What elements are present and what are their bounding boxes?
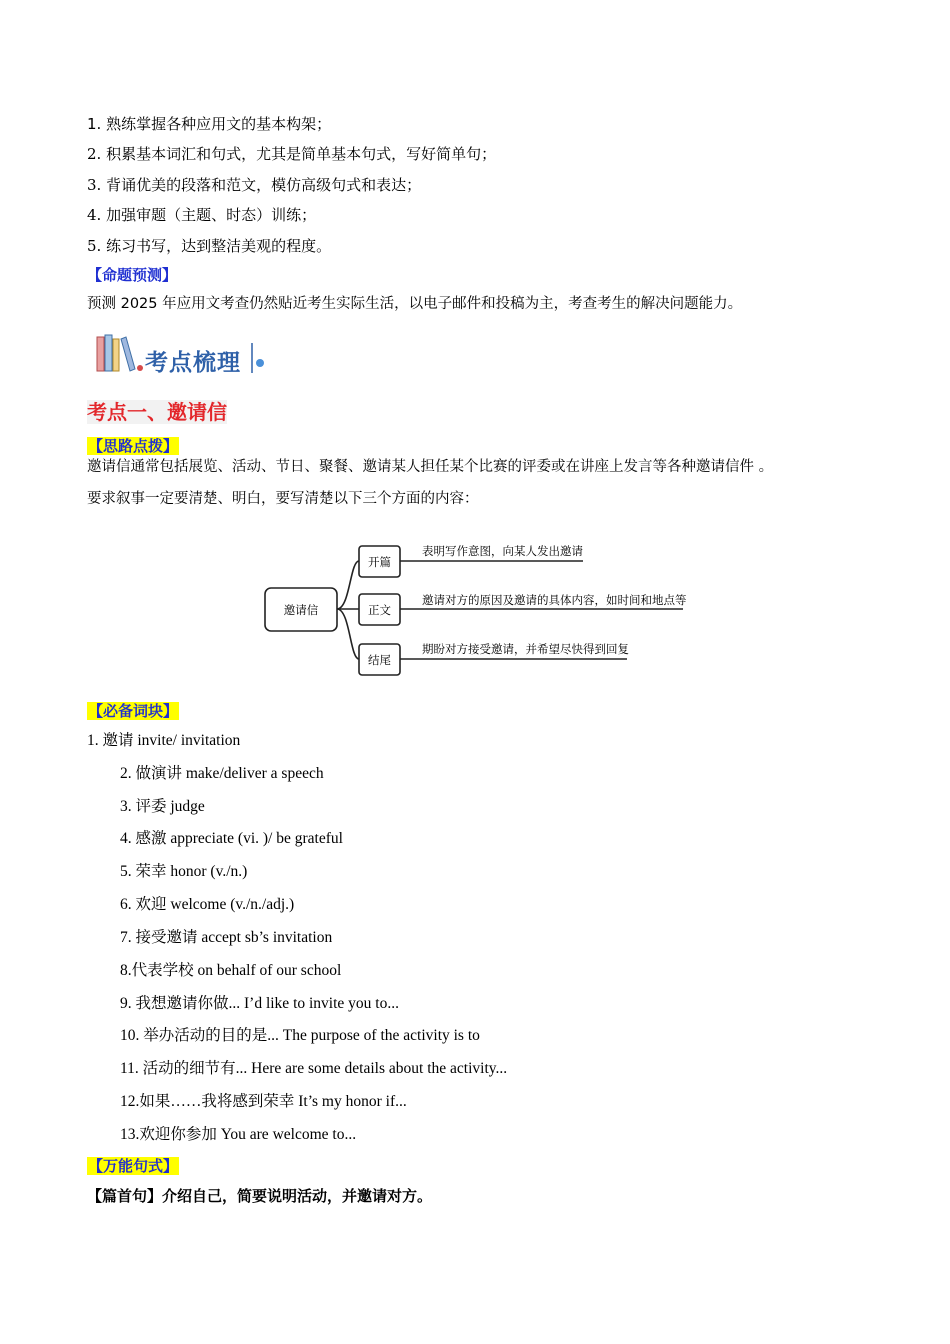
mindmap-node-2: 正文 [368,603,391,617]
vocab-item: 4. 感激 appreciate (vi. )/ be grateful [120,830,343,847]
vocab-label: 【必备词块】 [88,702,179,720]
tip-1: 1. 熟练掌握各种应用文的基本构架； [87,115,332,133]
vocab-item: 2. 做演讲 make/deliver a speech [120,765,324,782]
vocab-item: 11. 活动的细节有... Here are some details about the activity... [120,1060,508,1077]
tip-5: 5. 练习书写，达到整洁美观的程度。 [87,237,332,255]
thinking-label: 【思路点拨】 [88,437,179,455]
vocab-item: 3. 评委 judge [120,798,205,815]
vocab-label-row [87,701,179,721]
vocab-item: 7. 接受邀请 accept sb’s invitation [120,929,333,946]
mindmap-desc-2: 邀请对方的原因及邀请的具体内容，如时间和地点等 [422,593,687,607]
vocab-item: 10. 举办活动的目的是... The purpose of the activity is to [120,1027,480,1044]
vocab-item: 6. 欢迎 welcome (v./n./adj.) [120,896,295,913]
mindmap-root: 邀请信 [283,603,319,617]
vocab-item: 5. 荣幸 honor (v./n.) [120,863,248,880]
opening-sentence: 【篇首句】介绍自己，简要说明活动，并邀请对方。 [87,1187,433,1205]
sentence-label: 【万能句式】 [88,1157,179,1175]
vocab-item: 8.代表学校 on behalf of our school [120,962,342,979]
sentence-label-row [87,1156,179,1176]
vocab-item: 9. 我想邀请你做... I’d like to invite you to... [120,995,399,1012]
tip-3: 3. 背诵优美的段落和范文，模仿高级句式和表达； [87,176,422,194]
invitation-mindmap [262,536,692,678]
vocab-item: 13.欢迎你参加 You are welcome to... [120,1126,357,1143]
prediction-label-row [87,265,177,285]
thinking-label-row [87,436,179,456]
section1-title: 考点一、邀请信 [87,400,227,424]
mindmap-node-1: 开篇 [368,555,391,569]
banner-title: 考点梳理 [145,350,241,376]
prediction-label: 【命题预测】 [87,266,178,284]
mindmap-desc-3: 期盼对方接受邀请，并希望尽快得到回复 [422,642,629,656]
vocab-item: 1. 邀请 invite/ invitation [87,732,241,749]
tip-2: 2. 积累基本词汇和句式，尤其是简单基本句式，写好简单句； [87,145,497,163]
mindmap-node-3: 结尾 [368,653,391,667]
mindmap-desc-1: 表明写作意图，向某人发出邀请 [422,544,583,558]
prediction-text: 预测 2025 年应用文考查仍然贴近考生实际生活，以电子邮件和投稿为主，考查考生的解决问题能力。 [87,296,743,312]
section1-para2: 要求叙事一定要清楚、明白，要写清楚以下三个方面的内容： [87,491,479,507]
vocab-item: 12.如果……我将感到荣幸 It’s my honor if... [120,1093,407,1110]
section1-title-row [87,399,227,427]
section1-para1: 邀请信通常包括展览、活动、节日、聚餐、邀请某人担任某个比赛的评委或在讲座上发言等各种邀请信件 。 [87,459,774,475]
tip-4: 4. 加强审题（主题、时态）训练； [87,206,317,224]
